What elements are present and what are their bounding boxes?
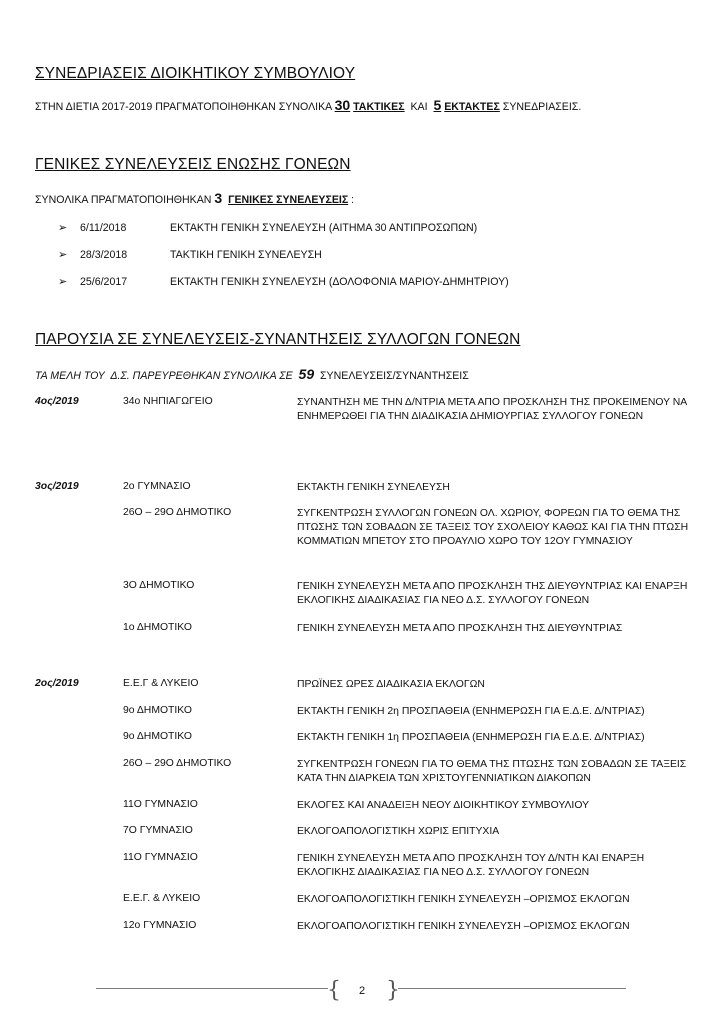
board-regular-word: ΤΑΚΤΙΚΕΣ (353, 101, 405, 113)
board-meetings-title: ΣΥΝΕΔΡΙΑΣΕΙΣ ΔΙΟΙΚΗΤΙΚΟΥ ΣΥΜΒΟΥΛΙΟΥ (35, 65, 356, 82)
presence-title: ΠΑΡΟΥΣΙΑ ΣΕ ΣΥΝΕΛΕΥΣΕΙΣ-ΣΥΝΑΝΤΗΣΕΙΣ ΣΥΛΛΟΓΩΝ ΓΟΝΕΩΝ (35, 331, 521, 348)
row-school: 12ο ΓΥΜΝΑΣΙΟ (123, 920, 197, 931)
row-description: ΕΚΛΟΓΕΣ ΚΑΙ ΑΝΑΔΕΙΞΗ ΝΕΟΥ ΔΙΟΙΚΗΤΙΚΟΥ ΣΥΜΒΟΥΛΙΟΥ (297, 800, 589, 811)
assembly-text: ΕΚΤΑΚΤΗ ΓΕΝΙΚΗ ΣΥΝΕΛΕΥΣΗ (ΑΙΤΗΜΑ 30 ΑΝΤΙΠΡΟΣΩΠΩΝ) (170, 222, 478, 234)
row-description: ΕΚΛΟΓΟΑΠΟΛΟΓΙΣΤΙΚΗ ΓΕΝΙΚΗ ΣΥΝΕΛΕΥΣΗ –ΟΡΙΣΜΟΣ ΕΚΛΟΓΩΝ (297, 921, 630, 932)
row-school: 2ο ΓΥΜΝΑΣΙΟ (123, 481, 191, 492)
general-assemblies-summary (35, 190, 354, 206)
row-period: 3ος/2019 (35, 481, 79, 492)
row-description: ΕΚΤΑΚΤΗ ΓΕΝΙΚΗ 1η ΠΡΟΣΠΑΘΕΙΑ (ΕΝΗΜΕΡΩΣΗ ΓΙΑ Ε.Δ.Ε. Δ/ΝΤΡΙΑΣ) (297, 732, 645, 743)
row-school: Ε.Ε.Γ. & ΛΥΚΕΙΟ (123, 893, 201, 904)
arrow-bullet-icon: ➢ (58, 276, 68, 288)
row-school: 7Ο ΓΥΜΝΑΣΙΟ (123, 825, 193, 836)
assembly-date: 28/3/2018 (80, 249, 128, 261)
row-school: 9ο ΔΗΜΟΤΙΚΟ (123, 705, 192, 716)
row-school: 34ο ΝΗΠΙΑΓΩΓΕΙΟ (123, 396, 213, 407)
footer-rule-right (398, 988, 626, 989)
row-description: ΠΡΩΪΝΕΣ ΩΡΕΣ ΔΙΑΔΙΚΑΣΙΑ ΕΚΛΟΓΩΝ (297, 679, 485, 690)
row-school: 11Ο ΓΥΜΝΑΣΙΟ (123, 852, 198, 863)
assembly-text: ΕΚΤΑΚΤΗ ΓΕΝΙΚΗ ΣΥΝΕΛΕΥΣΗ (ΔΟΛΟΦΟΝΙΑ ΜΑΡΙΟΥ-ΔΗΜΗΤΡΙΟΥ) (170, 276, 509, 288)
row-description: ΕΚΤΑΚΤΗ ΓΕΝΙΚΗ ΣΥΝΕΛΕΥΣΗ (297, 482, 450, 493)
row-period: 2ος/2019 (35, 678, 79, 689)
row-description: ΓΕΝΙΚΗ ΣΥΝΕΛΕΥΣΗ ΜΕΤΑ ΑΠΟ ΠΡΟΣΚΛΗΣΗ ΤΟΥ Δ/ΝΤΗ ΚΑΙ ΕΝΑΡΞΗ ΕΚΛΟΓΙΚΗΣ ΔΙΑΔΙΚΑΣΙΑΣ ΓΙΑ ΝΕΟ Δ.Σ. ΣΥΛΛΟΓΟΥ ΓΟΝΕΩΝ (297, 853, 645, 878)
row-description: ΕΚΛΟΓΟΑΠΟΛΟΓΙΣΤΙΚΗ ΧΩΡΙΣ ΕΠΙΤΥΧΙΑ (297, 826, 500, 837)
presence-summary (35, 366, 469, 382)
board-extra-count: 5 (433, 97, 442, 113)
row-description: ΣΥΓΚΕΝΤΡΩΣΗ ΓΟΝΕΩΝ ΓΙΑ ΤΟ ΘΕΜΑ ΤΗΣ ΠΤΩΣΗΣ ΤΩΝ ΣΟΒΑΔΩΝ ΣΕ ΤΑΞΕΙΣ ΚΑΤΑ ΤΗΝ ΔΙΑΡΚΕΙΑ ΤΩΝ ΧΡΙΣΤΟΥΓΕΝΝΙΑΤΙΚΩΝ ΔΙΑΚΟΠΩΝ (297, 759, 687, 784)
arrow-bullet-icon: ➢ (58, 249, 68, 261)
board-meetings-summary (35, 97, 581, 113)
board-regular-count: 30 (334, 97, 351, 113)
row-description: ΕΚΤΑΚΤΗ ΓΕΝΙΚΗ 2η ΠΡΟΣΠΑΘΕΙΑ (ΕΝΗΜΕΡΩΣΗ ΓΙΑ Ε.Δ.Ε. Δ/ΝΤΡΙΑΣ) (297, 706, 645, 717)
general-summary-post: : (348, 194, 355, 206)
row-description: ΣΥΝΑΝΤΗΣΗ ΜΕ ΤΗΝ Δ/ΝΤΡΙΑ ΜΕΤΑ ΑΠΟ ΠΡΟΣΚΛΗΣΗ ΤΗΣ ΠΡΟΚΕΙΜΕΝΟΥ ΝΑ ΕΝΗΜΕΡΩΘΕΙ ΓΙΑ ΤΗΝ ΔΙΑΔΙΚΑΣΙΑ ΔΗΜΙΟΥΡΓΙΑΣ ΣΥΛΛΟΓΟΥ ΓΟΝΕΩΝ (297, 397, 687, 422)
presence-summary-post: ΣΥΝΕΛΕΥΣΕΙΣ/ΣΥΝΑΝΤΗΣΕΙΣ (314, 370, 469, 382)
row-description: ΓΕΝΙΚΗ ΣΥΝΕΛΕΥΣΗ ΜΕΤΑ ΑΠΟ ΠΡΟΣΚΛΗΣΗ ΤΗΣ ΔΙΕΥΘΥΝΤΡΙΑΣ ΚΑΙ ΕΝΑΡΞΗ ΕΚΛΟΓΙΚΗΣ ΔΙΑΔΙΚΑΣΙΑΣ ΓΙΑ ΝΕΟ Δ.Σ. ΣΥΛΛΟΓΟΥ ΓΟΝΕΩΝ (297, 581, 688, 606)
row-description: ΣΥΓΚΕΝΤΡΩΣΗ ΣΥΛΛΟΓΩΝ ΓΟΝΕΩΝ ΟΛ. ΧΩΡΙΟΥ, ΦΟΡΕΩΝ ΓΙΑ ΤΟ ΘΕΜΑ ΤΗΣ ΠΤΩΣΗΣ ΤΩΝ ΣΟΒΑΔΩΝ ΣΕ ΤΑΞΕΙΣ ΤΟΥ ΣΧΟΛΕΙΟΥ ΚΑΘΩΣ ΚΑΙ ΓΙΑ ΤΗΝ ΠΤΩΣΗ ΚΟΜΜΑΤΙΩΝ ΜΠΕΤΟΥ ΣΤΟ ΠΡΟΑΥΛΙΟ ΧΩΡΟ ΤΟΥ 12ΟΥ ΓΥΜΝΑΣΙΟΥ (297, 508, 689, 547)
row-school: 11Ο ΓΥΜΝΑΣΙΟ (123, 799, 198, 810)
row-description: ΕΚΛΟΓΟΑΠΟΛΟΓΙΣΤΙΚΗ ΓΕΝΙΚΗ ΣΥΝΕΛΕΥΣΗ –ΟΡΙΣΜΟΣ ΕΚΛΟΓΩΝ (297, 894, 630, 905)
row-school: 26Ο – 29Ο ΔΗΜΟΤΙΚΟ (123, 507, 232, 518)
board-summary-mid: ΚΑΙ (404, 101, 431, 113)
arrow-bullet-icon: ➢ (58, 222, 68, 234)
general-count: 3 (214, 190, 223, 206)
page-number: 2 (358, 985, 366, 997)
left-brace-icon: { (327, 978, 341, 1003)
general-summary-pre: ΣΥΝΟΛΙΚΑ ΠΡΑΓΜΑΤΟΠΟΙΗΘΗΚΑΝ (35, 194, 215, 206)
board-extra-word: ΕΚΤΑΚΤΕΣ (444, 101, 500, 113)
row-period: 4ος/2019 (35, 396, 79, 407)
right-brace-icon: } (386, 978, 400, 1003)
assembly-text: ΤΑΚΤΙΚΗ ΓΕΝΙΚΗ ΣΥΝΕΛΕΥΣΗ (170, 249, 322, 261)
general-assemblies-title: ΓΕΝΙΚΕΣ ΣΥΝΕΛΕΥΣΕΙΣ ΕΝΩΣΗΣ ΓΟΝΕΩΝ (35, 156, 351, 173)
board-summary-post: ΣΥΝΕΔΡΙΑΣΕΙΣ. (499, 101, 582, 113)
presence-count: 59 (298, 366, 315, 382)
footer-rule-left (96, 988, 328, 989)
row-school: 1ο ΔΗΜΟΤΙΚΟ (123, 622, 192, 633)
row-description: ΓΕΝΙΚΗ ΣΥΝΕΛΕΥΣΗ ΜΕΤΑ ΑΠΟ ΠΡΟΣΚΛΗΣΗ ΤΗΣ ΔΙΕΥΘΥΝΤΡΙΑΣ (297, 623, 623, 634)
row-school: 26Ο – 29Ο ΔΗΜΟΤΙΚΟ (123, 758, 232, 769)
board-summary-pre: ΣΤΗΝ ΔΙΕΤΙΑ 2017-2019 ΠΡΑΓΜΑΤΟΠΟΙΗΘΗΚΑΝ ΣΥΝΟΛΙΚΑ (35, 101, 335, 113)
presence-summary-pre: ΤΑ ΜΕΛΗ ΤΟΥ Δ.Σ. ΠΑΡΕΥΡΕΘΗΚΑΝ ΣΥΝΟΛΙΚΑ ΣΕ (35, 370, 299, 382)
assembly-date: 25/6/2017 (80, 276, 128, 288)
row-school: 9ο ΔΗΜΟΤΙΚΟ (123, 731, 192, 742)
row-school: 3Ο ΔΗΜΟΤΙΚΟ (123, 580, 195, 591)
assembly-date: 6/11/2018 (80, 222, 127, 234)
row-school: Ε.Ε.Γ & ΛΥΚΕΙΟ (123, 678, 199, 689)
general-word: ΓΕΝΙΚΕΣ ΣΥΝΕΛΕΥΣΕΙΣ (228, 194, 349, 206)
